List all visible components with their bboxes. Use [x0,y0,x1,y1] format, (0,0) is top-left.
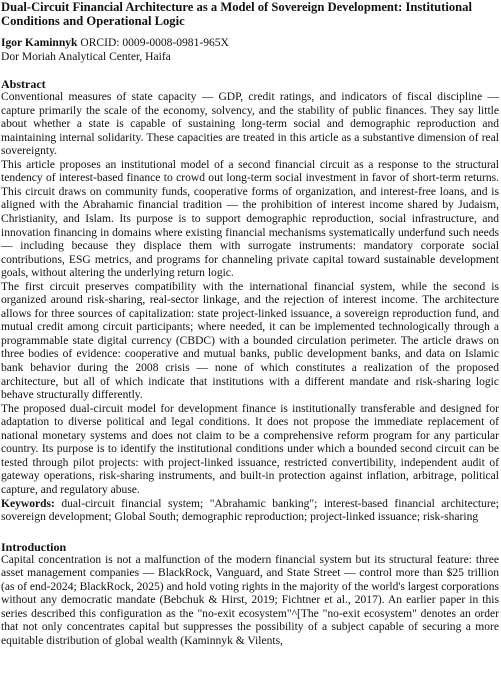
introduction-paragraph: Capital concentration is not a malfunction of the modern financial system but its structural feature: three asset management companies — BlackRock, Vanguard, and State Street — control more than $25 trillion (as of end-2024; BlackRock, 2025) and hold voting rights in the majority of the world's largest corporations without any democratic mandate (Bebchuk & Hirst, 2019; Fichtner et al., 2017). An earlier paper in this series described this configuration as the "no-exit ecosystem"^[The "no-exit ecosystem" denotes an order that not only concentrates capital but suppresses the possibility of a subject capable of securing a more equitable distribution of global wealth (Kaminnyk & Vilents, [1,553,499,647]
paper-title: Dual-Circuit Financial Architecture as a Model of Sovereign Development: Institutional Conditions and Operational Logic [1,0,472,28]
author-line [1,37,499,51]
keywords-text: dual-circuit financial system; "Abrahamic banking"; interest-based financial architecture; sovereign development; Global South; demographic reproduction; project-linked issuance; risk-sharing [1,497,499,524]
abstract-paragraph: The first circuit preserves compatibility with the international financial system, while the second is organized around risk-sharing, real-sector linkage, and the rejection of interest income. The architecture allows for three sources of capitalization: state project-linked issuance, a sovereign reproduction fund, and mutual credit among circuit participants; where needed, it can be implemented technologically through a programmable state digital currency (CBDC) with a bounded circulation perimeter. The article draws on three bodies of evidence: cooperative and mutual banks, public development banks, and data on Islamic bank behavior during the 2008 crisis — none of which constitutes a realization of the proposed architecture, but all of which indicate that institutions with a different mandate and risk-sharing logic behave structurally differently. [1,280,499,402]
abstract-paragraph: This article proposes an institutional model of a second financial circuit as a response to the structural tendency of interest-based finance to crowd out long-term social investment in favor of short-term returns. This circuit draws on community funds, cooperative forms of organization, and interest-free loans, and is aligned with the Abrahamic financial tradition — the prohibition of interest income shared by Judaism, Christianity, and Islam. Its purpose is to support demographic reproduction, social infrastructure, and innovation financing in domains where existing financial mechanisms systematically underfund such needs — including because they displace them with surrogate instruments: mandatory corporate social contributions, ESG metrics, and programs for channeling private capital toward sustainable development goals, without altering the underlying return logic. [1,158,499,280]
keywords-label: Keywords: [1,497,55,510]
abstract-paragraph: Conventional measures of state capacity — GDP, credit ratings, and indicators of fiscal discipline — capture primarily the scale of the economy, solvency, and the stability of public finances. They say little about whether a state is capable of sustaining long-term social and demographic reproduction and maintaining internal solidarity. These capacities are treated in this article as a substantive dimension of real sovereignty. [1,91,499,158]
keywords [1,498,499,525]
author-orcid: ORCID: 0009-0008-0981-965X [77,37,229,49]
introduction-heading: Introduction [1,539,67,554]
abstract-paragraph: The proposed dual-circuit model for development finance is institutionally transferable and designed for adaptation to diverse political and legal conditions. It does not propose the immediate replacement of national monetary systems and does not claim to be a comprehensive reform program for any particular country. Its purpose is to identify the institutional conditions under which a bounded second circuit can be tested through pilot projects: with project-linked issuance, restricted convertibility, independent audit of gateway operations, risk-sharing instruments, and built-in protection against inflation, arbitrage, political capture, and regulatory abuse. [1,402,499,496]
abstract-heading: Abstract [1,77,46,92]
author-name: Igor Kaminnyk [1,37,78,49]
author-affiliation: Dor Moriah Analytical Center, Haifa [1,50,171,63]
